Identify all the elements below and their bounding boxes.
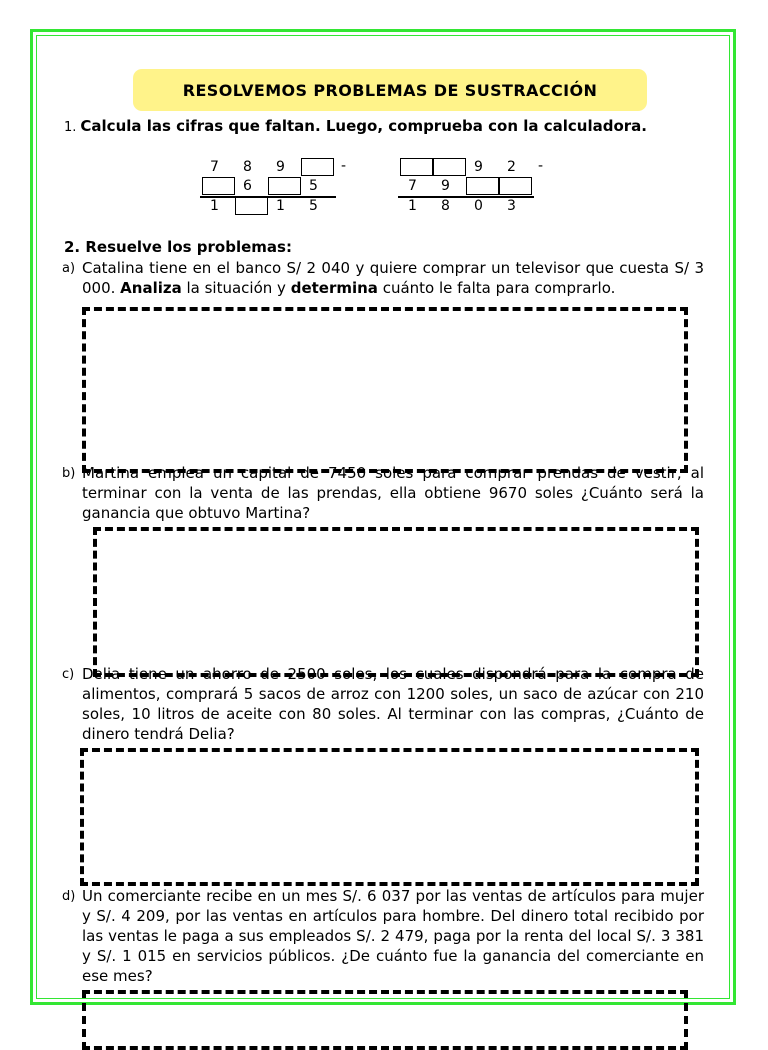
problem-d-label: d) <box>62 889 76 904</box>
question-1-text: Calcula las cifras que faltan. Luego, comprueba con la calculadora. <box>80 117 647 135</box>
op2-r2-c3-blank[interactable] <box>466 177 499 195</box>
answer-box-d[interactable] <box>82 990 688 1050</box>
answer-box-c[interactable] <box>80 748 699 886</box>
problem-a-label: a) <box>62 261 76 276</box>
op1-r3-c3: 1 <box>276 198 285 214</box>
problem-a-text-1: Catalina tiene en el banco S/ 2 040 y quiere comprar un televisor que cuesta S/ 3 000. <box>82 259 704 297</box>
op1-r2-c4: 5 <box>309 178 318 194</box>
op1-minus-sign: - <box>341 158 347 174</box>
op2-r1-c4: 2 <box>507 159 516 175</box>
answer-box-b[interactable] <box>93 527 699 677</box>
op2-minus-sign: - <box>538 158 544 174</box>
problem-a-bold-analiza: Analiza <box>120 279 182 297</box>
op2-r3-c3: 0 <box>474 198 483 214</box>
op1-r1-c2: 8 <box>243 159 252 175</box>
op1-r1-c3: 9 <box>276 159 285 175</box>
op1-r3-c4: 5 <box>309 198 318 214</box>
question-2: 2. Resuelve los problemas: <box>64 238 292 256</box>
question-1-number: 1. <box>64 120 77 135</box>
problem-b-text: Martina emplea un capital de 7450 soles para comprar prendas de vestir, al terminar con la venta de las prendas, ella obtiene 9670 soles ¿Cuánto será la ganancia que obtuvo Martina? <box>82 464 704 522</box>
op1-r1-c1: 7 <box>210 159 219 175</box>
title-banner <box>133 69 647 111</box>
problem-c-text: Delia tiene un ahorro de 2500 soles, los cuales dispondrá para la compra de alimentos, comprará 5 sacos de arroz con 1200 soles, un saco de azúcar con 210 soles, 10 litros de aceite con 80 soles. Al terminar con las compras, ¿Cuánto de dinero tendrá Delia? <box>82 665 704 743</box>
question-1 <box>64 117 647 135</box>
problem-c-label: c) <box>62 667 75 682</box>
op1-r1-c4-blank[interactable] <box>301 158 334 176</box>
op2-r1-c1-blank[interactable] <box>400 158 433 176</box>
op1-r2-c2: 6 <box>243 178 252 194</box>
op2-r3-c2: 8 <box>441 198 450 214</box>
problem-d-text: Un comerciante recibe en un mes S/. 6 037 por las ventas de artículos para mujer y S/. 4 209, por las ventas en artículos para hombre. Del dinero total recibido por las ventas le paga a sus empleados S/. 2 479, paga por la renta del local S/. 3 381 y S/. 1 015 en servicios públicos. ¿De cuánto fue la ganancia del comerciante en ese mes? <box>82 887 704 985</box>
op2-r3-c4: 3 <box>507 198 516 214</box>
problem-a-text-2: la situación y <box>181 279 291 297</box>
problem-b-label: b) <box>62 466 76 481</box>
problem-b <box>62 463 704 523</box>
op2-r2-c4-blank[interactable] <box>499 177 532 195</box>
problem-d <box>62 886 704 986</box>
op1-r3-c1: 1 <box>210 198 219 214</box>
op2-r3-c1: 1 <box>408 198 417 214</box>
problem-a-bold-determina: determina <box>290 279 378 297</box>
problem-c <box>62 664 704 744</box>
op2-r2-c1: 7 <box>408 178 417 194</box>
problem-a-text-3: cuánto le falta para comprarlo. <box>377 279 616 297</box>
op2-r1-c3: 9 <box>474 159 483 175</box>
problem-a <box>62 258 704 298</box>
page-title: RESOLVEMOS PROBLEMAS DE SUSTRACCIÓN <box>182 80 598 100</box>
problem-a-text <box>82 258 704 298</box>
answer-box-a[interactable] <box>82 307 688 473</box>
op2-r2-c2: 9 <box>441 178 450 194</box>
